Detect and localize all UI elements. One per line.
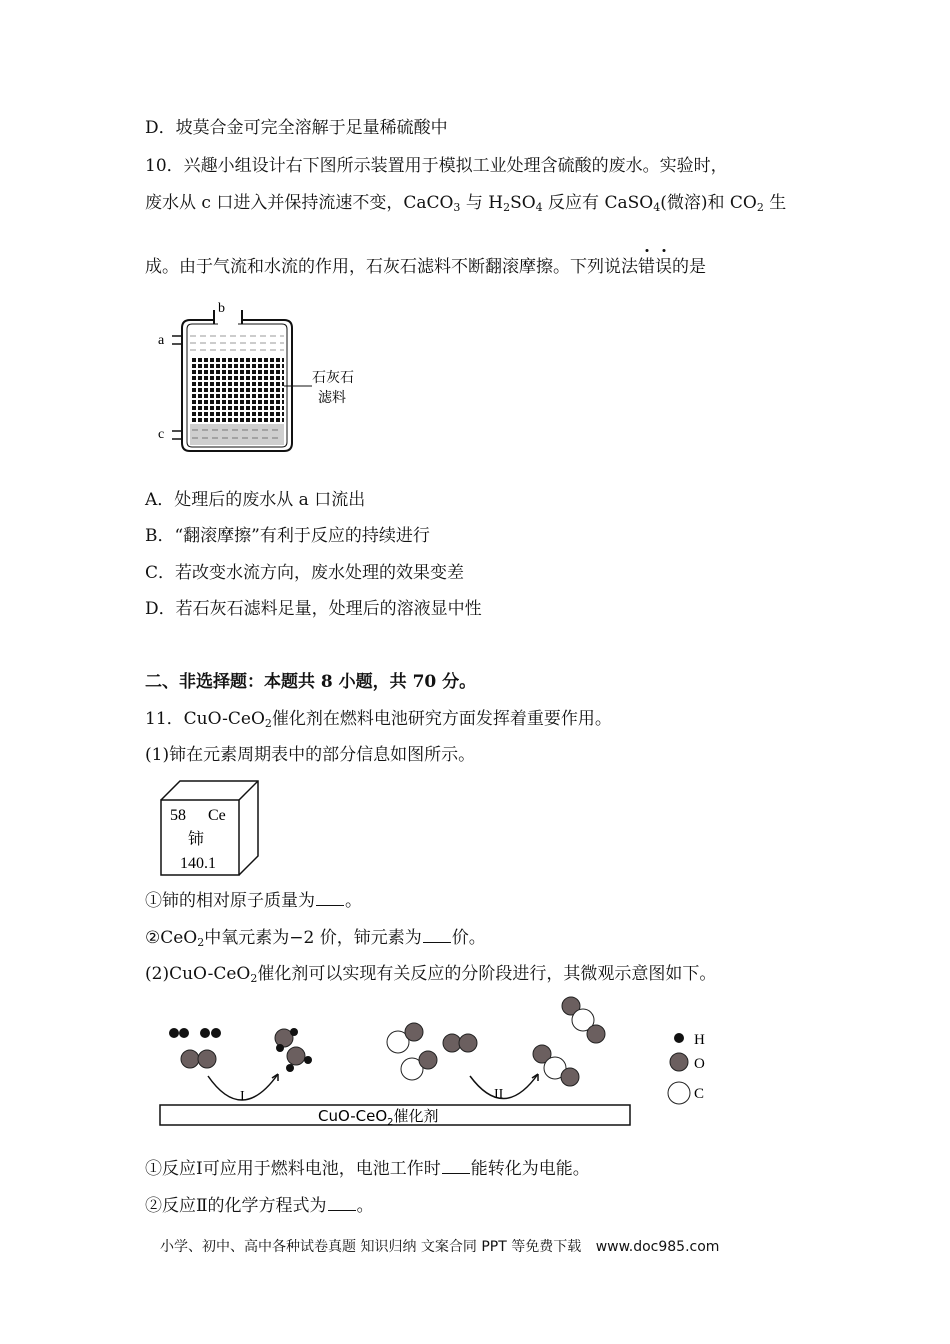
q10-option-c: C．若改变水流方向，废水处理的效果变差 [145,563,465,583]
catalyst-label: CuO-CeO$_2$催化剂 [318,1107,439,1128]
q11-r2: ②反应Ⅱ的化学方程式为 。 [145,1196,374,1216]
element-mass: 140.1 [180,855,216,872]
element-card [158,778,268,878]
q10-option-b: B．“翻滚摩擦”有利于反应的持续进行 [145,526,430,546]
element-name: 铈 [188,829,205,848]
step1-label: I [240,1089,245,1104]
footer-url[interactable]: www.doc985.com [595,1239,720,1255]
q10-line2: 废水从 c 口进入并保持流速不变，CaCO$_3$ 与 $H_2SO_4$ 反应有 CaSO$_4$(微溶)和 $CO_2$ 生 [145,193,787,214]
q11-q1: ①铈的相对原子质量为 。 [145,891,362,911]
apparatus-figure [150,298,380,458]
legend-o: O [694,1056,705,1072]
q10-option-d: D．若石灰石滤料足量，处理后的溶液显中性 [145,599,482,619]
q10-line1: 10．兴趣小组设计右下图所示装置用于模拟工业处理含硫酸的废水。实验时， [145,156,728,176]
legend-c: C [694,1086,705,1102]
q11-part2: (2)CuO-CeO$_2$催化剂可以实现有关反应的分阶段进行，其微观示意图如下。 [145,964,717,985]
q11-part1: (1)铈在元素周期表中的部分信息如图所示。 [145,745,476,765]
footer-text: 小学、初中、高中各种试卷真题 知识归纳 文案合同 PPT 等免费下载 [160,1239,582,1255]
q11-q2: ②CeO$_2$中氧元素为−2 价，铈元素为 价。 [145,928,486,949]
label-c: c [158,427,165,442]
filter-label-1: 石灰石 [312,370,354,386]
label-a: a [158,333,165,348]
filter-label-2: 滤料 [318,390,346,406]
answer-blank [328,1196,356,1211]
q9-option-d: D．坡莫合金可完全溶解于足量稀硫酸中 [145,118,448,138]
answer-blank [423,928,451,943]
label-b: b [218,301,225,316]
reaction-diagram [150,990,740,1130]
page-footer [160,1236,729,1256]
answer-blank [442,1159,470,1174]
q10-line3: 成。由于气流和水流的作用，石灰石滤料不断翻滚摩擦。下列说法错误的是 [145,257,706,277]
q11-r1: ①反应Ⅰ可应用于燃料电池，电池工作时 能转化为电能。 [145,1159,590,1179]
element-symbol: Ce [208,807,226,824]
q10-option-a: A．处理后的废水从 a 口流出 [145,490,366,510]
q11-intro: 11．CuO-CeO$_2$催化剂在燃料电池研究方面发挥着重要作用。 [145,709,612,730]
answer-blank [316,891,344,906]
step2-label: II [494,1087,504,1102]
legend-h: H [694,1032,705,1048]
element-number: 58 [170,807,186,824]
section2-heading: 二、非选择题：本题共 8 小题，共 70 分。 [145,672,477,692]
